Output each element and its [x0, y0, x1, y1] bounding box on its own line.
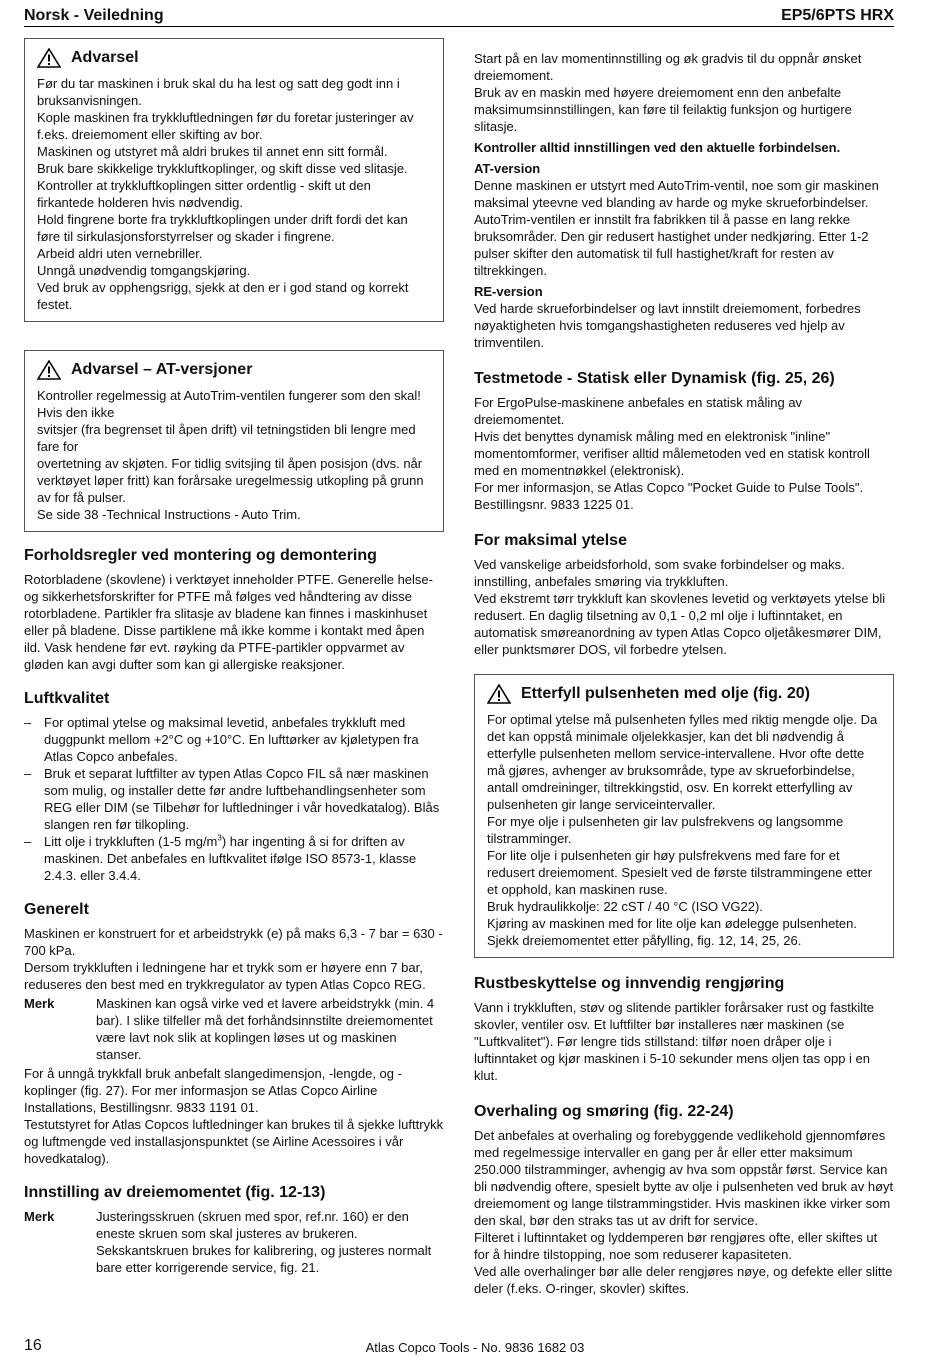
- section-heading-test-method: Testmetode - Statisk eller Dynamisk (fig. 25, 26): [474, 370, 835, 387]
- oil-refill-line: For optimal ytelse må pulsenheten fylles med riktig mengde olje. Da det kan oppstå minimale oljelekkasjer, kan det bli nødvendig å etterfylle pulsenheten mellom service-intervallene. Hvor ofte dette må gjøres, avhenger av bruksområde, type av skrueforbindelse, antall omdreininger, tiltrekkingstid, osv. En korrekt etterfylling av pulsenheten gir lange serviceintervaller.: [487, 712, 878, 812]
- right-column: [474, 50, 894, 1297]
- re-version-label: RE-version: [474, 284, 543, 299]
- general-paragraph: For å unngå trykkfall bruk anbefalt slangedimensjon, -lengde, og -koplinger (fig. 27). For mer informasjon se Atlas Copco Airline Installations, Bestillingsnr. 9833 1191 01.: [24, 1066, 402, 1115]
- at-warning-line: overtetning av skjøten. For tidlig svitsjing til åpen posisjon (dvs. når verktøyet løper fritt) kan forårsake uregelmessig utkopling på grunn av for få pulser.: [37, 456, 424, 505]
- at-warning-heading: [37, 359, 431, 381]
- re-version-text: Ved harde skrueforbindelser og lavt innstilt dreiemoment, forbedres nøyaktigheten hvis tomgangshastigheten reduseres ved hjelp av trimventilen.: [474, 301, 861, 350]
- overhaul-paragraph: Filteret i luftinntaket og lyddemperen bør rengjøres ofte, eller skiftes ut for å hindre tilstopping, noe som reduserer kapasiteten.: [474, 1230, 878, 1262]
- warning-line: Kontroller at trykkluftkoplingen sitter ordentlig - skift ut den firkantede holderen hvis nødvendig.: [37, 178, 371, 210]
- section-heading-max-performance: For maksimal ytelse: [474, 532, 627, 549]
- intro-bold-note: Kontroller alltid innstillingen ved den aktuelle forbindelsen.: [474, 140, 841, 155]
- header-language-title: Norsk - Veiledning: [24, 7, 164, 24]
- section-heading-torque-setting: Innstilling av dreiemomentet (fig. 12-13): [24, 1184, 326, 1201]
- section-heading-air-quality: Luftkvalitet: [24, 690, 110, 707]
- list-item: [24, 833, 444, 884]
- warning-line: Bruk bare skikkelige trykkluftkoplinger, og skift disse ved slitasje.: [37, 161, 408, 176]
- oil-refill-line: For mye olje i pulsenheten gir lav pulsfrekvens og langsomme tilstramminger.: [487, 814, 844, 846]
- at-warning-line: Se side 38 -Technical Instructions - Auto Trim.: [37, 507, 301, 522]
- note-text: Justeringsskruen (skruen med spor, ref.nr. 160) er den eneste skruen som skal justeres av brukeren. Sekskantskruen brukes for kalibrering, og justeres normalt bare etter korrigerende service, fig. 21.: [96, 1209, 432, 1275]
- overhaul-paragraph: Det anbefales at overhaling og forebyggende vedlikehold gjennomføres med regelmessige intervaller en gang per år eller etter maksimum 250.000 tilstramminger, avhengig av hva som oppstår først. Service kan bli nødvendig oftere, spesielt bytte av olje i pulsenheten ved bruk av høyt dreiemoment og lange tilstrammingstider. Hvis maskinen ikke virker som den skal, bør den straks tas ut av drift for service.: [474, 1128, 894, 1228]
- superscript: 3: [217, 833, 222, 843]
- page-header: [24, 6, 894, 27]
- test-method-paragraph: For mer informasjon, se Atlas Copco "Pocket Guide to Pulse Tools". Bestillingsnr. 9833 1225 01.: [474, 480, 864, 512]
- at-warning-line: Kontroller regelmessig at AutoTrim-ventilen fungerer som den skal! Hvis den ikke: [37, 388, 421, 420]
- warning-line: Kople maskinen fra trykkluftledningen før du foretar justeringer av f.eks. dreiemoment eller skifting av bor.: [37, 110, 414, 142]
- test-method-paragraph: For ErgoPulse-maskinene anbefales en statisk måling av dreiemomentet.: [474, 395, 803, 427]
- list-item: – For optimal ytelse og maksimal levetid, anbefales trykkluft med duggpunkt mellom +2°C og +10°C. En lufttørker av kjøletypen fra Atlas Copco anbefales.: [24, 714, 444, 765]
- oil-refill-line: Kjøring av maskinen med for lite olje kan ødelegge pulsenheten. Sjekk dreiemomentet etter påfylling, fig. 12, 14, 25, 26.: [487, 916, 857, 948]
- header-model: EP5/6PTS HRX: [781, 7, 894, 24]
- note-text: Maskinen kan også virke ved et lavere arbeidstrykk (min. 4 bar). I slike tilfeller må det forhåndsinnstilte dreiemomentet være lavt nok slik at koplingen løses ut og maskinen stanser.: [96, 996, 435, 1062]
- test-method-paragraph: Hvis det benyttes dynamisk måling med en elektronisk "inline" momentomformer, verifiser alltid målemetoden ved en statisk kontroll med en momentnøkkel (elektronisk).: [474, 429, 870, 478]
- warning-line: Maskinen og utstyret må aldri brukes til annet enn sitt formål.: [37, 144, 388, 159]
- warning-box-heading: [37, 47, 431, 69]
- oil-refill-title: Etterfyll pulsenheten med olje (fig. 20): [521, 685, 810, 702]
- list-item-text: Litt olje i trykkluften (1-5 mg/m: [44, 834, 218, 849]
- oil-refill-box: [474, 674, 894, 958]
- note: [24, 995, 444, 1063]
- note: [24, 1208, 444, 1276]
- ptfe-text: Rotorbladene (skovlene) i verktøyet inneholder PTFE. Generelle helse- og sikkerhetsforskrifter for PTFE må følges ved håndtering av disse rotorbladene. Partikler fra slitasje av bladene kan finnes i maskinhuset eller på bladene. Disse partiklene må ikke komme i kontakt med åpen ild. Vask hendene før evt. røyking da PTFE-partikler oppvarmet av gløden kan avgi dufter som kan gi allergiske reaksjoner.: [24, 572, 433, 672]
- section-heading-ptfe: Forholdsregler ved montering og demontering: [24, 547, 377, 564]
- oil-refill-line: Bruk hydraulikkolje: 22 cST / 40 °C (ISO VG22).: [487, 899, 763, 914]
- note-label: Merk: [24, 1209, 55, 1224]
- list-item: – Bruk et separat luftfilter av typen Atlas Copco FIL så nær maskinen som mulig, og installer dette før andre luftbehandlingsenheter som REG eller DIM (se Tilbehør for luftledninger i vår hovedkatalog). Blås slangen ren før tilkopling.: [24, 765, 444, 833]
- list-item-text: ) har ingenting å si for driften av maskinen. Det anbefales en luftkvalitet ifølge ISO 8573-1, klasse 2.4.3. eller 3.4.4.: [44, 834, 417, 883]
- at-warning-title: Advarsel – AT-versjoner: [71, 361, 253, 378]
- max-performance-paragraph: Ved vanskelige arbeidsforhold, som svake forbindelser og maks. innstilling, anbefales smøring via trykkluften.: [474, 557, 845, 589]
- air-quality-list: [24, 714, 444, 884]
- warning-box: [24, 38, 444, 322]
- intro-paragraph: Start på en lav momentinnstilling og øk gradvis til du oppnår ønsket dreiemoment.: [474, 51, 862, 83]
- at-warning-line: svitsjer (fra begrenset til åpen drift) vil tetningstiden bli lengre med fare for: [37, 422, 416, 454]
- warning-triangle-icon: [487, 684, 511, 704]
- section-heading-rust-protection: Rustbeskyttelse og innvendig rengjøring: [474, 975, 785, 992]
- general-paragraph: Testutstyret for Atlas Copcos luftledninger kan brukes til å sjekke lufttrykk og luftmengde ved installasjonspunktet (se Airline Acessoires i vår hovedkatalog).: [24, 1117, 444, 1166]
- oil-refill-line: For lite olje i pulsenheten gir høy pulsfrekvens med fare for et redusert dreiemoment. Spesielt ved de første tilstrammingene etter et opphold, kan maskinen ruse.: [487, 848, 873, 897]
- rust-protection-paragraph: Vann i trykkluften, støv og slitende partikler forårsaker rust og fastkilte skovler, ventiler osv. Et luftfilter bør installeres nær maskinen (se "Luftkvalitet"). Før lengre tids stillstand: tilfør noen dråper olje i luftinntaket og kjør maskinen i 5-10 sekunder mens oljen tas opp i en klut.: [474, 1000, 875, 1083]
- section-heading-general: Generelt: [24, 901, 89, 918]
- warning-title: Advarsel: [71, 49, 139, 66]
- warning-line: Unngå unødvendig tomgangskjøring.: [37, 263, 251, 278]
- footer-publication: Atlas Copco Tools - No. 9836 1682 03: [365, 1340, 585, 1355]
- warning-line: Hold fingrene borte fra trykkluftkoplingen under drift fordi det kan føre til sirkulasjonsforstyrrelser og skader i fingrene.: [37, 212, 408, 244]
- max-performance-paragraph: Ved ekstremt tørr trykkluft kan skovlenes levetid og verktøyets ytelse bli redusert. En daglig tilsetning av 0,1 - 0,2 ml olje i luftinntaket, en automatisk smøreanordning av typen Atlas Copco oljetåkesmører DIM, eller punktsmører DOS, vil forbedre ytelsen.: [474, 591, 886, 657]
- warning-line: Ved bruk av opphengsrigg, sjekk at den er i god stand og korrekt festet.: [37, 280, 409, 312]
- warning-line: Før du tar maskinen i bruk skal du ha lest og satt deg godt inn i bruksanvisningen.: [37, 76, 400, 108]
- overhaul-paragraph: Ved alle overhalinger bør alle deler rengjøres nøye, og defekte eller slitte deler (f.eks. O-ringer, skovler) skiftes.: [474, 1264, 893, 1296]
- warning-triangle-icon: [37, 48, 61, 68]
- at-version-label: AT-version: [474, 161, 541, 176]
- section-heading-overhaul: Overhaling og smøring (fig. 22-24): [474, 1103, 734, 1120]
- page-number: 16: [24, 1337, 42, 1354]
- oil-refill-heading: [487, 683, 881, 705]
- left-column: [24, 38, 444, 1278]
- general-paragraph: Dersom trykkluften i ledningene har et trykk som er høyere enn 7 bar, reduseres den best med en trykkregulator av typen Atlas Copco REG.: [24, 960, 426, 992]
- general-paragraph: Maskinen er konstruert for et arbeidstrykk (e) på maks 6,3 - 7 bar = 630 - 700 kPa.: [24, 926, 443, 958]
- note-label: Merk: [24, 996, 55, 1011]
- at-warning-box: [24, 350, 444, 532]
- warning-line: Arbeid aldri uten vernebriller.: [37, 246, 203, 261]
- warning-triangle-icon: [37, 360, 61, 380]
- at-version-text: Denne maskinen er utstyrt med AutoTrim-ventil, noe som gir maskinen maksimal yteevne ved blanding av harde og myke skrueforbindelser. AutoTrim-ventilen er innstilt fra fabrikken til å passe en lang rekke bruksområder. Den gir redusert hastighet under nedkjøring. Etter 1-2 pulser skifter den automatisk til full hastighet/kraft for resten av tiltrekkingen.: [474, 178, 879, 278]
- intro-paragraph: Bruk av en maskin med høyere dreiemoment enn den anbefalte maksimumsinnstillingen, kan føre til feilaktig funksjon og hurtigere slitasje.: [474, 85, 852, 134]
